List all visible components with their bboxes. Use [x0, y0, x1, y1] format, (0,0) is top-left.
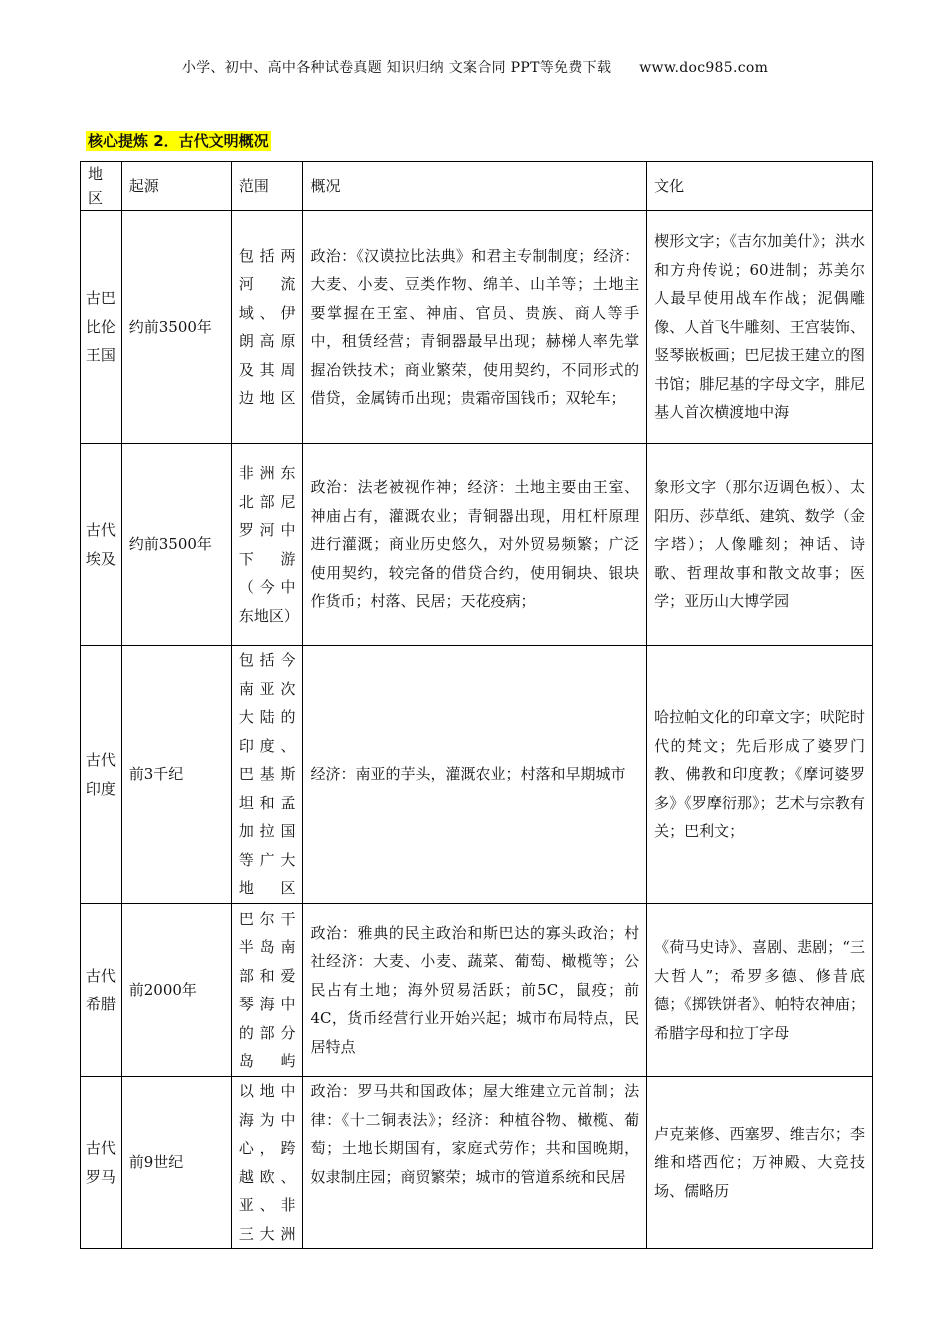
section-title: 核心提炼 2．古代文明概况 — [88, 132, 269, 150]
header-origin: 起源 — [121, 162, 231, 211]
header-culture: 文化 — [647, 162, 873, 211]
header-text: 小学、初中、高中各种试卷真题 知识归纳 文案合同 PPT等免费下载 — [181, 60, 612, 76]
cell-region: 古代印度 — [81, 646, 122, 904]
table-row-india — [81, 646, 873, 904]
cell-overview: 经济：南亚的芋头，灌溉农业；村落和早期城市 — [303, 646, 647, 904]
header-scope: 范围 — [231, 162, 303, 211]
cell-origin: 前9世纪 — [121, 1077, 231, 1249]
table-row-rome — [81, 1077, 873, 1249]
cell-culture: 楔形文字；《吉尔加美什》；洪水和方舟传说；60进制；苏美尔人最早使用战车作战；泥偶雕像、人首飞牛雕刻、王宫装饰、竖琴嵌板画；巴尼拔王建立的图书馆；腓尼基的字母文字，腓尼基人首次横渡地中海 — [647, 211, 873, 444]
cell-scope: 以地中海为中心，跨越欧、亚、非三大洲 — [231, 1077, 303, 1249]
cell-overview: 政治：《汉谟拉比法典》和君主专制制度；经济：大麦、小麦、豆类作物、绵羊、山羊等；土地主要掌握在王室、神庙、官员、贵族、商人等手中，租赁经营；青铜器最早出现；赫梯人率先掌握冶铁技术；商业繁荣，使用契约，不同形式的借贷，金属铸币出现；贵霜帝国钱币；双轮车； — [303, 211, 647, 444]
header-site: www.doc985.com — [639, 60, 769, 76]
cell-scope: 非洲东北部尼罗河中下游（今中东地区） — [231, 444, 303, 646]
header-region: 地区 — [81, 162, 122, 211]
cell-region: 古巴比伦王国 — [81, 211, 122, 444]
cell-culture: 《荷马史诗》、喜剧、悲剧；“三大哲人”；希罗多德、修昔底德；《掷铁饼者》、帕特农神庙；希腊字母和拉丁字母 — [647, 904, 873, 1077]
table-row-greece — [81, 904, 873, 1077]
cell-culture: 象形文字（那尔迈调色板）、太阳历、莎草纸、建筑、数学（金字塔）；人像雕刻；神话、诗歌、哲理故事和散文故事；医学；亚历山大博学园 — [647, 444, 873, 646]
table-row-babylon — [81, 211, 873, 444]
table-header-row — [81, 162, 873, 211]
civilization-table — [80, 161, 873, 1249]
cell-culture: 卢克莱修、西塞罗、维吉尔；李维和塔西佗；万神殿、大竞技场、儒略历 — [647, 1077, 873, 1249]
cell-origin: 前2000年 — [121, 904, 231, 1077]
page-header — [0, 57, 950, 77]
cell-overview: 政治：雅典的民主政治和斯巴达的寡头政治；村社经济：大麦、小麦、蔬菜、葡萄、橄榄等；公民占有土地；海外贸易活跃；前5C，鼠疫；前4C，货币经营行业开始兴起；城市布局特点，民居特点 — [303, 904, 647, 1077]
cell-culture: 哈拉帕文化的印章文字；吠陀时代的梵文；先后形成了婆罗门教、佛教和印度教；《摩诃婆罗多》《罗摩衍那》；艺术与宗教有关；巴利文； — [647, 646, 873, 904]
header-overview: 概况 — [303, 162, 647, 211]
cell-scope: 巴尔干半岛南部和爱琴海中的部分岛屿 — [231, 904, 303, 1077]
cell-region: 古代罗马 — [81, 1077, 122, 1249]
cell-origin: 约前3500年 — [121, 211, 231, 444]
cell-scope: 包括两河流域、伊朗高原及其周边地区 — [231, 211, 303, 444]
cell-origin: 约前3500年 — [121, 444, 231, 646]
cell-scope: 包括今南亚次大陆的印度、巴基斯坦和孟加拉国等广大地区 — [231, 646, 303, 904]
cell-overview: 政治：法老被视作神；经济：土地主要由王室、神庙占有，灌溉农业；青铜器出现，用杠杆原理进行灌溉；商业历史悠久，对外贸易频繁；广泛使用契约，较完备的借贷合约，使用铜块、银块作货币；村落、民居；天花疫病； — [303, 444, 647, 646]
cell-region: 古代埃及 — [81, 444, 122, 646]
cell-origin: 前3千纪 — [121, 646, 231, 904]
cell-region: 古代希腊 — [81, 904, 122, 1077]
table-row-egypt — [81, 444, 873, 646]
cell-overview: 政治：罗马共和国政体；屋大维建立元首制；法律：《十二铜表法》；经济：种植谷物、橄榄、葡萄；土地长期国有，家庭式劳作；共和国晚期，奴隶制庄园；商贸繁荣；城市的管道系统和民居 — [303, 1077, 647, 1249]
